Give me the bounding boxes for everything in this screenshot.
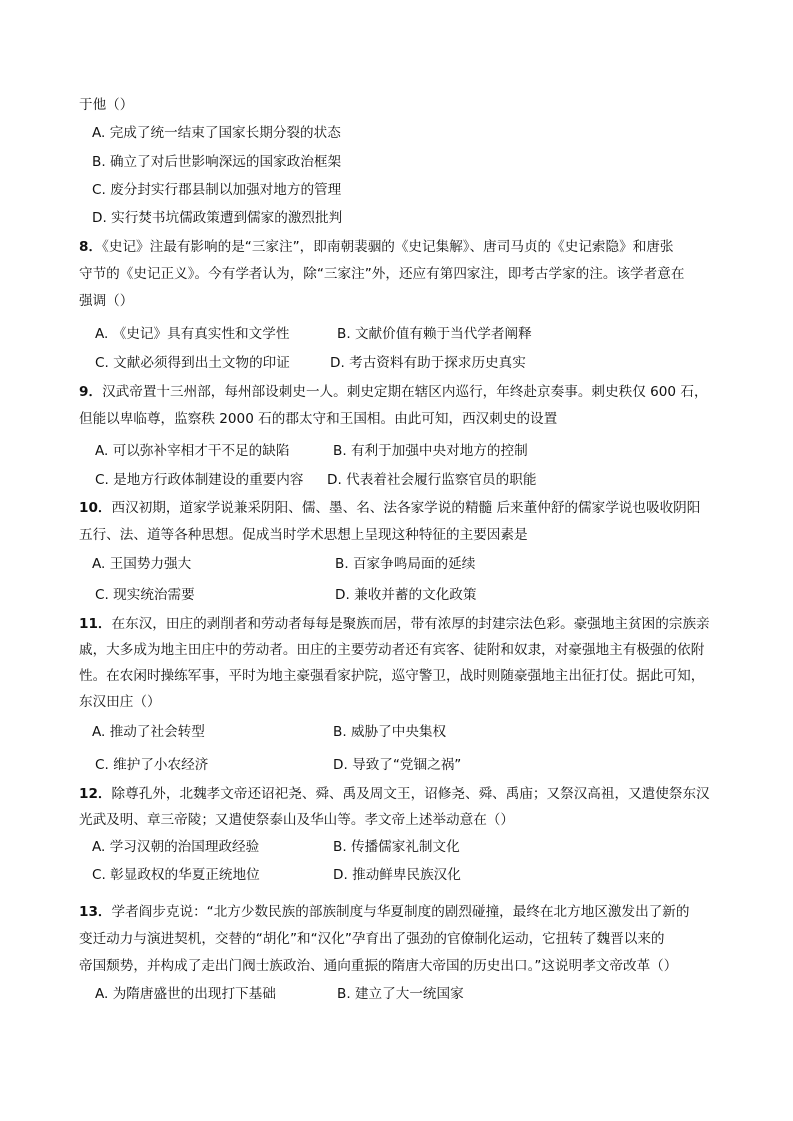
q13-option-a[interactable]: A. 为隋唐盛世的出现打下基础 xyxy=(95,986,276,1002)
q8-option-a[interactable]: A. 《史记》具有真实性和文学性 xyxy=(95,326,290,342)
q9-option-a[interactable]: A. 可以弥补宰相才干不足的缺陷 xyxy=(95,443,290,459)
q11-stem-line-1: 11．在东汉，田庄的剥削者和劳动者每每是聚族而居，带有浓厚的封建宗法色彩。豪强地主贫困的宗族亲 xyxy=(79,616,710,632)
q8-stem-line-1: 8．《史记》注最有影响的是“三家注”，即南朝裴骃的《史记集解》、唐司马贞的《史记索隐》和唐张 xyxy=(79,239,674,255)
q9-option-c[interactable]: C. 是地方行政体制建设的重要内容 xyxy=(95,472,304,488)
q10-stem-line-2: 五行、法、道等各种思想。促成当时学术思想上呈现这种特征的主要因素是 xyxy=(79,527,528,543)
q9-option-b[interactable]: B. 有利于加强中央对地方的控制 xyxy=(333,443,528,459)
q7-stem-tail: 于他（） xyxy=(79,97,134,113)
q7-option-b[interactable]: B. 确立了对后世影响深远的国家政治框架 xyxy=(92,154,342,170)
q11-stem-line-4: 东汉田庄（） xyxy=(79,694,161,710)
q10-option-a[interactable]: A. 王国势力强大 xyxy=(92,556,192,572)
q10-option-d[interactable]: D. 兼收并蓄的文化政策 xyxy=(335,587,477,603)
q10-number: 10． xyxy=(79,500,112,516)
q12-option-a[interactable]: A. 学习汉朝的治国理政经验 xyxy=(92,839,260,855)
q8-option-b[interactable]: B. 文献价值有赖于当代学者阐释 xyxy=(337,326,532,342)
q11-option-b[interactable]: B. 威胁了中央集权 xyxy=(333,724,447,740)
q11-number: 11． xyxy=(79,616,112,632)
q12-option-d[interactable]: D. 推动鲜卑民族汉化 xyxy=(333,867,461,883)
q9-stem-line-1: 9．汉武帝置十三州部，每州部设刺史一人。刺史定期在辖区内巡行，年终赴京奏事。刺史秩仅 600 石， xyxy=(79,384,708,400)
q12-number: 12． xyxy=(79,786,112,802)
q11-option-c[interactable]: C. 维护了小农经济 xyxy=(95,757,209,773)
q9-stem-line-2: 但能以卑临尊，监察秩 2000 石的郡太守和王国相。由此可知，西汉刺史的设置 xyxy=(79,411,558,427)
q12-option-b[interactable]: B. 传播儒家礼制文化 xyxy=(333,839,460,855)
q9-number: 9． xyxy=(79,384,103,400)
q8-stem-line-3: 强调（） xyxy=(79,293,134,309)
q13-stem-line-1: 13．学者阎步克说：“北方少数民族的部族制度与华夏制度的剧烈碰撞，最终在北方地区激发出了新的 xyxy=(79,904,690,920)
q11-stem-line-3: 性。在农闲时操练军事，平时为地主豪强看家护院，巡守警卫，战时则随豪强地主出征打仗。据此可知， xyxy=(79,668,705,684)
q12-stem-line-1: 12．除尊孔外，北魏孝文帝还诏祀尧、舜、禹及周文王，诏修尧、舜、禹庙；又祭汉高祖，又遣使祭东汉 xyxy=(79,786,710,802)
q10-stem-line-1: 10．西汉初期，道家学说兼采阴阳、儒、墨、名、法各家学说的精髓 后来董仲舒的儒家学说也吸收阴阳 xyxy=(79,500,701,516)
q13-stem-line-2: 变迁动力与演进契机，交替的“胡化”和“汉化”孕育出了强劲的官僚制化运动，它扭转了魏晋以来的 xyxy=(79,931,665,947)
q12-option-c[interactable]: C. 彰显政权的华夏正统地位 xyxy=(92,867,260,883)
q13-stem-line-3: 帝国颓势，并构成了走出门阀士族政治、通向重振的隋唐大帝国的历史出口。”这说明孝文帝改革（） xyxy=(79,958,678,974)
q7-option-d[interactable]: D. 实行焚书坑儒政策遭到儒家的激烈批判 xyxy=(92,210,343,226)
q8-option-c[interactable]: C. 文献必须得到出土文物的印证 xyxy=(95,355,290,371)
q9-option-d[interactable]: D. 代表着社会履行监察官员的职能 xyxy=(327,472,537,488)
q10-option-c[interactable]: C. 现实统治需要 xyxy=(95,587,195,603)
q7-option-a[interactable]: A. 完成了统一结束了国家长期分裂的状态 xyxy=(92,125,341,141)
q11-option-d[interactable]: D. 导致了“党锢之祸” xyxy=(333,757,462,773)
q8-number: 8． xyxy=(79,239,103,255)
q11-option-a[interactable]: A. 推动了社会转型 xyxy=(92,724,205,740)
q8-stem-line-2: 守节的《史记正义》。今有学者认为，除“三家注”外，还应有第四家注，即考古学家的注。该学者意在 xyxy=(79,266,685,282)
q7-option-c[interactable]: C. 废分封实行郡县制以加强对地方的管理 xyxy=(92,182,342,198)
q13-number: 13． xyxy=(79,904,112,920)
q8-option-d[interactable]: D. 考古资料有助于探求历史真实 xyxy=(330,355,526,371)
q12-stem-line-2: 光武及明、章三帝陵；又遣使祭泰山及华山等。孝文帝上述举动意在（） xyxy=(79,812,514,828)
q10-option-b[interactable]: B. 百家争鸣局面的延续 xyxy=(335,556,476,572)
q13-option-b[interactable]: B. 建立了大一统国家 xyxy=(337,986,464,1002)
q11-stem-line-2: 戚，大多成为地主田庄中的劳动者。田庄的主要劳动者还有宾客、徒附和奴隶，对豪强地主有极强的依附 xyxy=(79,642,705,658)
